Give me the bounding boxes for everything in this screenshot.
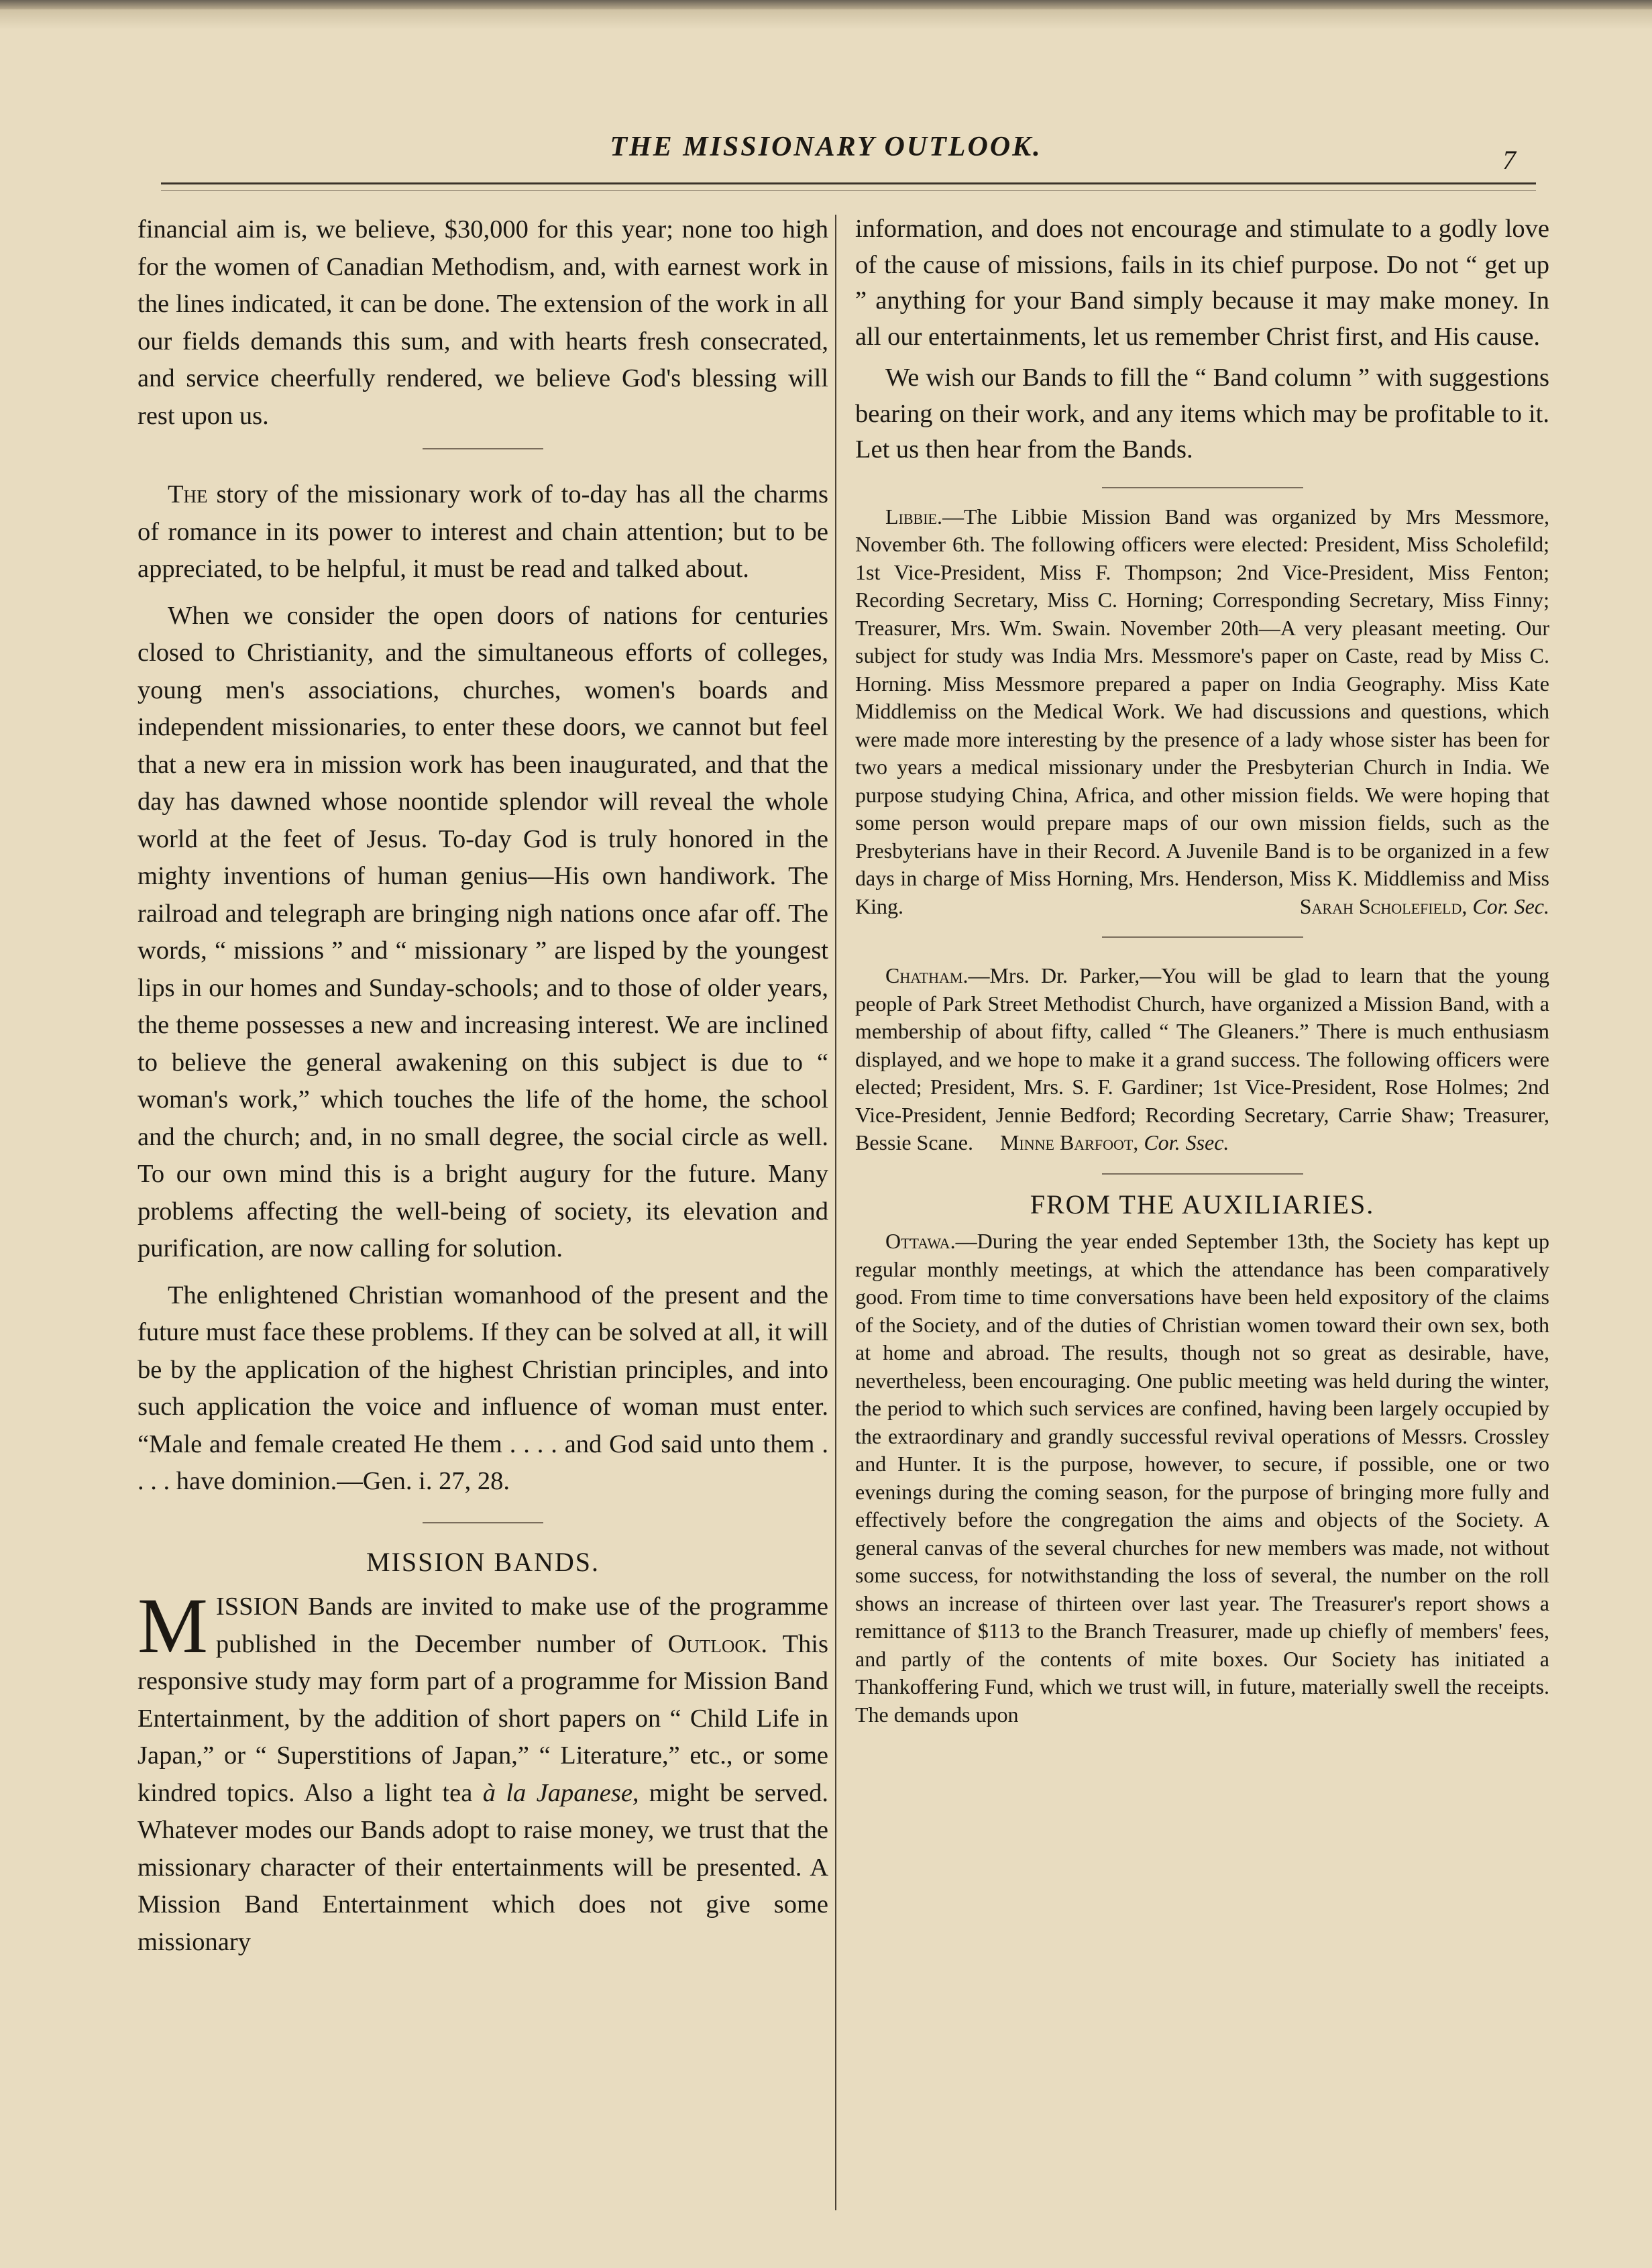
place-libbie: Libbie. bbox=[885, 504, 942, 529]
libbie-text: —The Libbie Mission Band was organized by Mrs Messmore, November 6th. The following officers were elected: President, Miss Scholefild; 1st Vice-President, Miss F. Thompson; 2nd Vice-President, Miss Fenton; Recording Secretary, Miss C. Horning; Corresponding Secretary, Miss Finny; Treasurer, Mrs. Wm. Swain. November 20th—A very pleasant meeting. Our subject for study was India Mrs. Messmore's paper on Caste, read by Miss C. Horning. Miss Messmore prepared a paper on India Geography. Miss Kate Middlemiss on the Medical Work. We had discussions and questions, which were made more interesting by the presence of a lady whose sister has been for two years a medical missionary under the Presbyterian Church in India. We purpose studying China, Africa, and other mission fields. We were hoping that some person would prepare maps of our own mission fields, such as the Presbyterians have in their Record. A Juvenile Band is to be organized in a few days in charge of Miss Horning, Mrs. Henderson, Miss K. Middlemiss and Miss King. bbox=[855, 504, 1549, 918]
paragraph-financial-aim: financial aim is, we believe, $30,000 for this year; none too high for the women of Canadian Methodism, and, with earnest work in the lines indicated, it can be done. The extension of the work in all our fields demands this sum, and with hearts fresh consecrated, and service cheerfully rendered, we believe God's blessing will rest upon us. bbox=[137, 215, 828, 430]
report-chatham bbox=[855, 962, 1549, 1157]
report-ottawa bbox=[855, 1228, 1549, 1729]
header-rule-thin bbox=[161, 190, 1536, 191]
section-divider bbox=[1102, 487, 1303, 488]
page-top-shadow bbox=[0, 9, 1652, 30]
mb-text-1: Bands are invited to make use of the programme published in the December number of bbox=[215, 1592, 828, 1658]
drop-cap-letter: M bbox=[137, 1582, 208, 1670]
place-ottawa: Ottawa. bbox=[885, 1229, 956, 1253]
libbie-sig-name: Sarah Scholefield, bbox=[1299, 894, 1468, 918]
section-divider bbox=[1102, 936, 1303, 938]
ottawa-text: —During the year ended September 13th, the Society has kept up regular monthly meetings, at which the attendance has been comparatively good. From time to time conversations have been held expository of the claims of the Society, and of the duties of Christian women toward their own sex, both at home and abroad. The results, though not so great as desirable, have, nevertheless, been encouraging. One public meeting was held during the winter, the period to which such services are confined, having been largely occupied by the extraordinary and grandly successful revival operations of Messrs. Crossley and Hunter. It is the purpose, however, to secure, if possible, one or two evenings during the coming season, for the purpose of bringing more fully and effectively before the congregation the aims and objects of the Society. A general canvas of the several churches for new members was made, not without some success, for notwithstanding the loss of several, the number on the roll shows an increase of thirteen over last year. The Treasurer's report shows a remittance of $113 to the Branch Treasurer, made up chiefly of members' fees, and partly of the contents of mite boxes. Our Society has initiated a Thankoffering Fund, which we trust will, in future, materially swell the receipts. The demands upon bbox=[855, 1229, 1549, 1727]
section-divider bbox=[423, 448, 543, 449]
header-rule bbox=[161, 182, 1536, 184]
paragraph-band-column: We wish our Bands to fill the “ Band column ” with suggestions bearing on their work, and any items which may be profitable to it. Let us then hear from the Bands. bbox=[855, 364, 1549, 464]
chatham-sig-name: Minne Barfoot, bbox=[999, 1130, 1139, 1154]
chatham-sig-title: Cor. Ssec. bbox=[1144, 1130, 1229, 1154]
column-separator bbox=[835, 215, 836, 2210]
section-divider bbox=[423, 1522, 543, 1523]
paragraph-missionary-story-text: story of the missionary work of to-day has all the charms of romance in its power to interest and chain attention; but to be appreciated, to be helpful, it must be read and talked about. bbox=[137, 480, 828, 583]
mb-text-2: This responsive study may form part of a programme for Mission Band Entertainment, by the addition of short papers on “ Child Life in Japan,” or “ Superstitions of Japan,” “ Literature,” etc., or some kindred topics. Also a light tea bbox=[137, 1629, 828, 1807]
mb-outlook: Outlook. bbox=[667, 1629, 768, 1658]
paragraph-christian-womanhood: The enlightened Christian womanhood of the present and the future must face these problems. If they can be solved at all, it will be by the application of the highest Christian principles, and into such application the voice and influence of woman must enter. “Male and female created He them . . . . and God said unto them . . . . have dominion.—Gen. i. 27, 28. bbox=[137, 1281, 828, 1495]
paragraph-mission-bands bbox=[137, 1582, 828, 1961]
page-top-edge bbox=[0, 0, 1652, 9]
mb-caps: ISSION bbox=[215, 1592, 299, 1621]
running-title: THE MISSIONARY OUTLOOK. bbox=[610, 131, 1042, 162]
lead-word: The bbox=[168, 480, 208, 508]
mb-italic: à la Japanese, bbox=[482, 1778, 639, 1807]
heading-auxiliaries: FROM THE AUXILIARIES. bbox=[1030, 1189, 1375, 1220]
mb-text-3: might be served. Whatever modes our Bands adopt to raise money, we trust that the missionary character of their entertainments will be presented. A Mission Band Entertainment which does not give some missionary bbox=[137, 1778, 828, 1956]
chatham-text: —Mrs. Dr. Parker,—You will be glad to learn that the young people of Park Street Methodist Church, have organized a Mission Band, with a membership of about fifty, called “ The Gleaners.” There is much enthusiasm displayed, and we hope to make it a grand success. The following officers were elected; President, Mrs. S. F. Gardiner; 1st Vice-President, Rose Holmes; 2nd Vice-President, Jennie Bedford; Recording Secretary, Carrie Shaw; Treasurer, Bessie Scane. bbox=[855, 963, 1549, 1154]
libbie-signature bbox=[1270, 893, 1549, 921]
section-divider bbox=[1102, 1173, 1303, 1175]
paragraph-information: information, and does not encourage and stimulate to a godly love of the cause of missions, fails in its chief purpose. Do not “ get up ” anything for your Band simply because it may make money. In all our entertainments, let us remember Christ first, and His cause. bbox=[855, 215, 1549, 351]
right-column bbox=[855, 211, 1549, 1729]
paragraph-missionary-story bbox=[137, 476, 828, 588]
chatham-signature bbox=[1000, 1130, 1229, 1154]
report-libbie bbox=[855, 503, 1549, 921]
paragraph-open-doors: When we consider the open doors of nations for centuries closed to Christianity, and the simultaneous efforts of colleges, young men's associations, churches, women's boards and independent missionaries, to enter these doors, we cannot but feel that a new era in mission work has been inaugurated, and that the day has dawned whose noontide splendor will reveal the whole world at the feet of Jesus. To-day God is truly honored in the mighty inventions of human genius—His own handiwork. The railroad and telegraph are bringing nigh nations once afar off. The words, “ missions ” and “ missionary ” are lisped by the youngest lips in our homes and Sunday-schools; and to those of older years, the theme possesses a new and increasing interest. We are inclined to believe the general awakening on this subject is due to “ woman's work,” which touches the life of the home, the school and the church; and, in no small degree, the social circle as well. To our own mind this is a bright augury for the future. Many problems affecting the well-being of society, its elevation and purification, are now calling for solution. bbox=[137, 601, 828, 1262]
place-chatham: Chatham. bbox=[885, 963, 969, 987]
page-number: 7 bbox=[1502, 145, 1516, 175]
libbie-sig-title: Cor. Sec. bbox=[1472, 894, 1549, 918]
heading-mission-bands: MISSION BANDS. bbox=[366, 1546, 600, 1577]
left-column bbox=[137, 211, 828, 1961]
